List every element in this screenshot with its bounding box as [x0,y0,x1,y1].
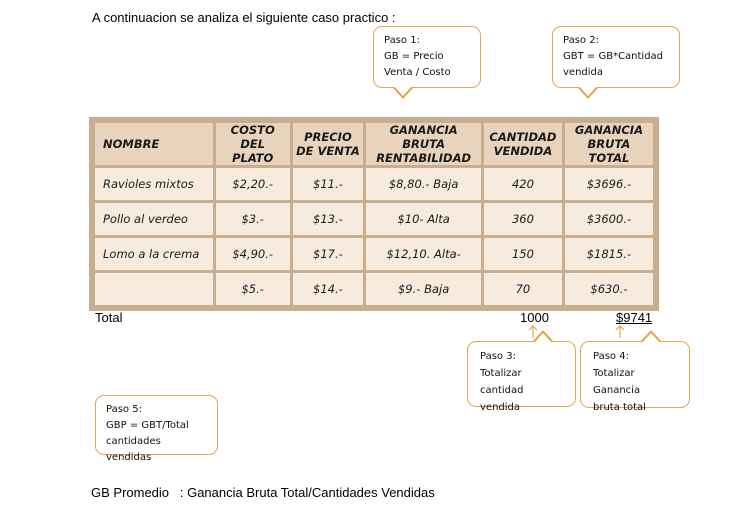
callout-line: cantidades vendidas [106,436,161,463]
cell-ganancia: $9.- Baja [366,273,481,305]
arrow-up-icon [614,325,626,339]
intro-text: A continuacion se analiza el siguiente caso practico : [92,10,396,25]
cell-ganancia: $8,80.- Baja [366,168,481,200]
callout-title: Paso 1: [384,35,420,46]
table-row [95,273,653,305]
cell-costo: $2,20.- [216,168,290,200]
callout-title: Paso 5: [106,404,142,415]
callout-line: bruta total [593,402,646,413]
callout-title: Paso 4: [593,351,629,362]
cell-nombre [95,273,213,305]
callout-tail [394,86,412,96]
table-row [95,203,653,235]
header-costo: COSTO DEL PLATO [216,123,290,165]
cell-nombre: Pollo al verdeo [95,203,213,235]
cell-cantidad: 70 [484,273,562,305]
callout-paso-2 [552,26,680,88]
callout-line: GBP = GBT/Total [106,420,189,431]
callout-tail [579,86,597,96]
cell-gbt: $3600.- [565,203,653,235]
table-header-row [95,123,653,165]
callout-paso-1 [373,26,481,88]
table-row [95,238,653,270]
callout-paso-5 [95,395,218,463]
callout-line: Totalizar Ganancia [593,368,641,396]
total-cantidad: 1000 [520,310,549,325]
cell-gbt: $630.- [565,273,653,305]
header-nombre: NOMBRE [95,123,213,165]
callout-line: vendida [563,67,604,78]
cell-precio: $17.- [293,238,364,270]
callout-title: Paso 3: [480,351,516,362]
cell-cantidad: 360 [484,203,562,235]
cell-gbt: $1815.- [565,238,653,270]
cell-costo: $5.- [216,273,290,305]
cell-precio: $11.- [293,168,364,200]
cell-nombre: Ravioles mixtos [95,168,213,200]
callout-tail [642,333,660,343]
table-row [95,168,653,200]
cell-cantidad: 420 [484,168,562,200]
total-label: Total [95,310,123,325]
callout-line: Venta / Costo [384,67,451,78]
callout-paso-4 [580,341,690,413]
cell-costo: $4,90.- [216,238,290,270]
cell-ganancia: $12,10. Alta- [366,238,481,270]
cell-cantidad: 150 [484,238,562,270]
cell-ganancia: $10- Alta [366,203,481,235]
cell-nombre: Lomo a la crema [95,238,213,270]
cell-costo: $3.- [216,203,290,235]
callout-paso-3 [467,341,576,413]
data-table [92,120,656,308]
callout-line: GBT = GB*Cantidad [563,51,664,62]
header-precio: PRECIO DE VENTA [293,123,364,165]
header-cantidad: CANTIDAD VENDIDA [484,123,562,165]
data-table-frame [89,117,659,311]
callout-line: vendida [480,402,521,413]
header-gbt: GANANCIA BRUTA TOTAL [565,123,653,165]
total-ganancia-bruta: $9741 [616,310,653,325]
cell-precio: $13.- [293,203,364,235]
footer-text: GB Promedio : Ganancia Bruta Total/Cantidades Vendidas [91,485,435,500]
header-ganancia: GANANCIA BRUTA RENTABILIDAD [366,123,481,165]
callout-title: Paso 2: [563,35,599,46]
callout-line: GB = Precio [384,51,444,62]
callout-tail [534,333,552,343]
callout-line: Totalizar cantidad [480,368,524,396]
cell-precio: $14.- [293,273,364,305]
cell-gbt: $3696.- [565,168,653,200]
